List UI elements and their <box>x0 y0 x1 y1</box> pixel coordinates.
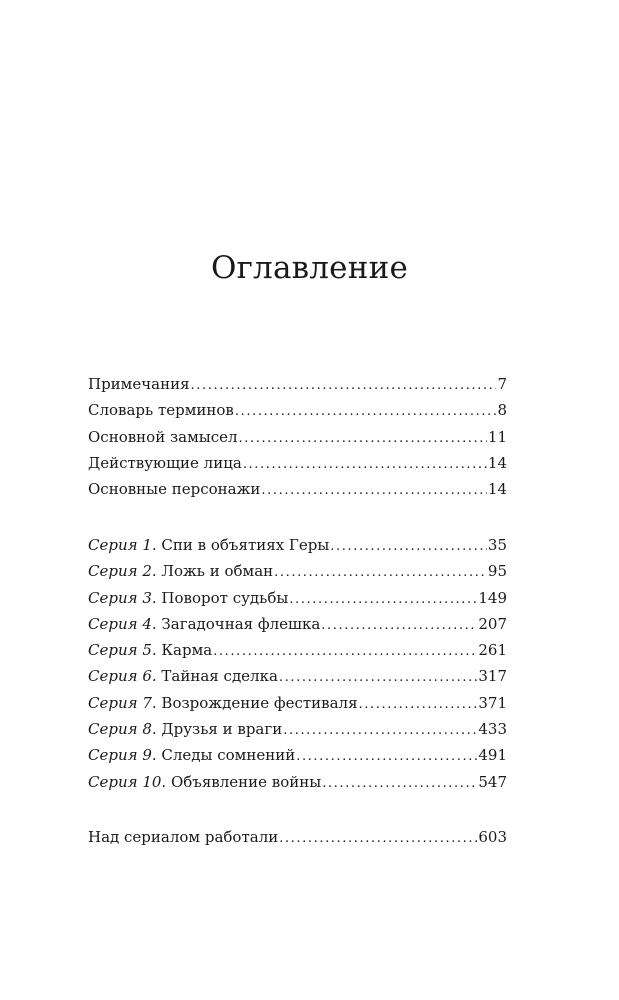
toc-entry-name: Ложь и обман <box>161 562 274 581</box>
dot-leader <box>274 565 487 580</box>
toc-entry-name: Загадочная флешка <box>161 614 321 633</box>
toc-entry-name: Основной замысел <box>88 427 238 446</box>
toc-page-number: 35 <box>487 536 507 554</box>
dot-leader <box>289 592 477 607</box>
toc-entry[interactable] <box>88 720 507 746</box>
toc-page-number: 491 <box>478 746 507 765</box>
toc-entry-name: Над сериалом работали <box>88 828 279 846</box>
series-number: Серия 4. <box>88 614 157 633</box>
series-number: Серия 6. <box>88 667 157 686</box>
toc-entry-title <box>88 480 260 498</box>
toc-entry[interactable] <box>88 454 507 480</box>
dot-leader <box>321 618 477 633</box>
toc-front-matter <box>88 375 507 506</box>
series-number: Серия 9. <box>88 746 157 765</box>
toc-page-number: 7 <box>497 375 507 393</box>
toc-page-number: 207 <box>478 614 507 633</box>
series-number: Серия 7. <box>88 693 157 712</box>
toc-entry-name: Основные персонажи <box>88 480 261 499</box>
toc-entry[interactable] <box>88 641 507 667</box>
series-number: Серия 3. <box>88 588 157 607</box>
dot-leader <box>213 644 477 659</box>
toc-entry-title <box>88 667 278 685</box>
toc-page-number: 14 <box>487 480 507 499</box>
toc-entry-title <box>88 401 234 419</box>
toc-entry[interactable] <box>88 773 507 799</box>
toc-entry-title <box>88 720 282 738</box>
dot-leader <box>261 483 487 498</box>
toc-entry-name: Возрождение фестиваля <box>161 693 358 712</box>
series-number: Серия 8. <box>88 720 157 739</box>
series-number: Серия 2. <box>88 562 157 581</box>
toc-page-number: 317 <box>478 667 507 686</box>
toc-entry-name: Словарь терминов <box>88 401 234 420</box>
toc-entry-title <box>88 828 278 846</box>
toc-entry-name: Карма <box>161 641 213 660</box>
toc-entry[interactable] <box>88 401 507 427</box>
toc-entry-name: Действующие лица <box>88 453 242 472</box>
dot-leader <box>296 749 477 764</box>
toc-page-number: 11 <box>487 427 507 446</box>
toc-entry-title <box>88 589 288 607</box>
dot-leader <box>330 539 487 554</box>
toc-episodes <box>88 536 507 799</box>
series-number: Серия 1. <box>88 536 157 554</box>
toc-entry-title <box>88 428 238 446</box>
dot-leader <box>283 723 477 738</box>
toc-page-number: 261 <box>478 641 507 660</box>
series-number: Серия 10. <box>88 772 167 791</box>
toc-entry-title <box>88 694 358 712</box>
toc-entry[interactable] <box>88 428 507 454</box>
page-title: Оглавление <box>211 250 408 286</box>
dot-leader <box>279 670 477 685</box>
toc-page-number: 603 <box>478 828 507 846</box>
toc-page-number: 14 <box>487 453 507 472</box>
toc-entry-title <box>88 615 320 633</box>
dot-leader <box>191 378 497 393</box>
dot-leader <box>235 404 497 419</box>
toc-entry-title <box>88 536 329 554</box>
toc-entry-title <box>88 641 212 659</box>
toc-entry[interactable] <box>88 694 507 720</box>
toc-entry-title <box>88 746 295 764</box>
toc-entry-name: Объявление войны <box>170 772 322 791</box>
toc-entry[interactable] <box>88 480 507 506</box>
dot-leader <box>359 697 478 712</box>
dot-leader <box>239 431 487 446</box>
toc-page-number: 8 <box>497 401 507 420</box>
toc-page-number: 547 <box>478 772 507 791</box>
dot-leader <box>243 457 487 472</box>
toc-page-number: 95 <box>487 562 507 581</box>
toc-entry[interactable] <box>88 375 507 401</box>
toc-back-matter <box>88 828 507 854</box>
toc-entry[interactable] <box>88 615 507 641</box>
toc-entry[interactable] <box>88 667 507 693</box>
toc-entry-name: Тайная сделка <box>161 667 278 686</box>
dot-leader <box>322 776 477 791</box>
toc-entry[interactable] <box>88 746 507 772</box>
toc-entry-name: Примечания <box>88 375 190 393</box>
toc-entry-title <box>88 773 321 791</box>
toc-entry-name: Друзья и враги <box>161 720 283 739</box>
toc-page-number: 371 <box>478 693 507 712</box>
toc-entry-title <box>88 375 190 393</box>
toc-entry-name: Спи в объятиях Геры <box>161 536 330 554</box>
toc-entry-name: Поворот судьбы <box>161 588 289 607</box>
toc-page-number: 149 <box>478 588 507 607</box>
series-number: Серия 5. <box>88 641 157 660</box>
toc-entry[interactable] <box>88 536 507 562</box>
toc-entry-title <box>88 454 242 472</box>
toc-entry-name: Следы сомнений <box>161 746 296 765</box>
dot-leader <box>279 831 477 846</box>
toc-entry[interactable] <box>88 589 507 615</box>
toc-page-number: 433 <box>478 720 507 739</box>
toc-entry-title <box>88 562 273 580</box>
toc-entry[interactable] <box>88 828 507 854</box>
toc-entry[interactable] <box>88 562 507 588</box>
